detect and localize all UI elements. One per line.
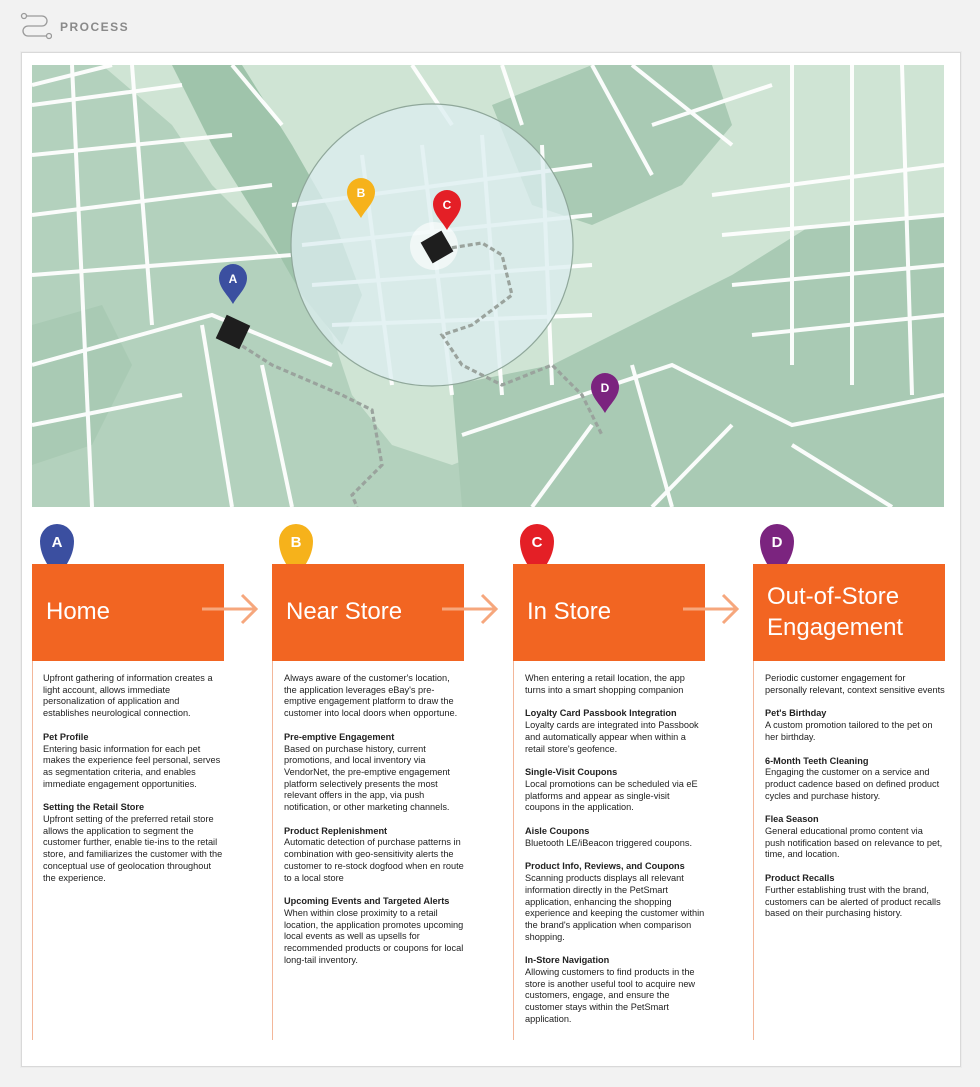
map-pin-a[interactable] [218,263,248,310]
map-pin-c[interactable] [432,189,462,236]
column-rule [513,661,514,1040]
feature-item: Pet's Birthday A custom promotion tailored to the pet on her birthday. [765,708,933,742]
stage-intro: When entering a retail location, the app turns into a smart shopping companion [525,673,685,695]
stage-title-home: Home [46,598,111,625]
stage-intro: Always aware of the customer's location, the application leverages eBay's pre-emptive engagement platform to draw the customer into local doors when opportune. [284,673,458,719]
feature-item: Product Recalls Further establishing trust with the brand, customers can be alerted of product recalls based on their purchasing history. [765,873,941,919]
map-pin-a-letter: A [228,272,238,286]
map-pin-d[interactable] [590,372,620,419]
column-rule [272,661,273,1040]
feature-item: Upcoming Events and Targeted Alerts When within close proximity to a retail location, the application promotes upcoming local events as well as upsells for recommended products or coupons for local long-tail inventory. [284,896,464,965]
map-graphic [32,65,944,507]
map-pin-c-letter: C [442,198,452,212]
stage-title-out-of-store: Out-of-Store Engagement [767,583,904,641]
stage-pin-b-letter: B [290,534,302,551]
stage-box-out-of-store [753,564,945,661]
stage-title-near-store: Near Store [286,598,403,625]
map-pin-d-letter: D [600,381,610,395]
column-rule [753,661,754,1040]
map-pin-b-letter: B [356,186,366,200]
stage-intro: Upfront gathering of information creates a light account, allows immediate personalization of application and establishes neurological connection. [43,673,213,719]
map-pin-b[interactable] [346,177,376,224]
stage-pin-a-letter: A [51,534,63,551]
stage-intro: Periodic customer engagement for personally relevant, context sensitive events [765,673,945,695]
feature-item: Flea Season General educational promo content via push notification based on relevance to pet, time, and location. [765,814,943,860]
arrow-right-icon [681,589,741,634]
stage-description-home [43,673,223,896]
stage-box-in-store [513,564,705,661]
feature-item: Single-Visit Coupons Local promotions can be scheduled via eE platforms and appear as single-visit coupons in the application. [525,767,698,813]
stage-box-home [32,564,224,661]
section-label: PROCESS [60,20,130,34]
feature-item: Product Info, Reviews, and Coupons Scanning products displays all relevant information directly in the PetSmart application, enhancing the shopping experience and keeping the customer within the brand's application when comparison shopping. [525,861,705,942]
feature-item: Pre-emptive Engagement Based on purchase history, current promotions, and local inventory via VendorNet, the pre-emptive engagement platform selectively presents the most relevant offers in the app, via push notification, or other marketing channels. [284,731,450,813]
stage-pin-d-letter: D [771,534,783,551]
stage-pin-c-letter: C [531,534,543,551]
feature-item: Aisle Coupons Bluetooth LE/iBeacon triggered coupons. [525,826,693,848]
feature-item: Pet Profile Entering basic information for each pet makes the experience feel personal, serves as segmentation criteria, and enables immediate engagement opportunities. [43,731,221,789]
arrow-right-icon [200,589,260,634]
map-view [32,65,944,507]
stage-description-near-store [284,673,464,978]
stage-description-in-store [525,673,705,1038]
arrow-right-icon [440,589,500,634]
process-card [21,52,961,1067]
stage-box-near-store [272,564,464,661]
column-rule [32,661,33,1040]
feature-item: 6-Month Teeth Cleaning Engaging the customer on a service and product cadence based on defined product cycles and purchase history. [765,755,940,801]
stage-description-out-of-store [765,673,945,932]
feature-item: In-Store Navigation Allowing customers to find products in the store is another useful tool to acquire new customers, engage, and ensure the customer stays within the PetSmart application. [525,955,696,1024]
stage-title-in-store: In Store [527,598,612,625]
top-bar [0,0,980,52]
feature-item: Product Replenishment Automatic detection of purchase patterns in combination with geo-sensitivity alerts the customer to re-stock dogfood when en route to a local store [284,825,464,883]
process-icon [20,12,52,45]
feature-item: Loyalty Card Passbook Integration Loyalty cards are integrated into Passbook and automatically appear when within a retail store's geofence. [525,708,699,754]
feature-item: Setting the Retail Store Upfront setting of the preferred retail store allows the application to segment the customer further, enable tie-ins to the retail store, and familiarizes the customer with the conceptual use of geolocation throughout the experience. [43,802,223,883]
